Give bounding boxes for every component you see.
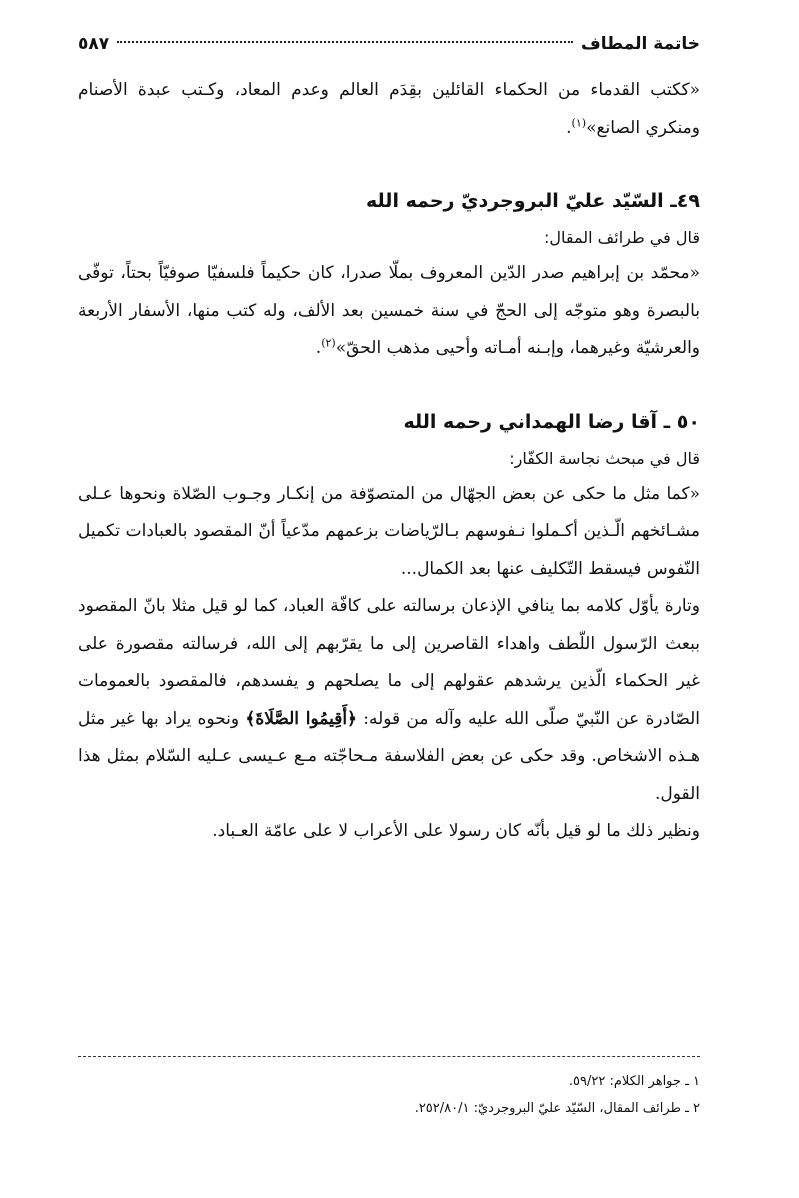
p2-before: وتارة يأوّل كلامه بما ينافي الإذعان برسالته على كافّة العباد، كما لو قيل مثلا بانّ المقصود ببعث الرّسول اللّطف واهداء القاصرين إلى ما يقرّبهم إلى الله، فرسالته مقصورة على غير الحكماء الّذين يرشدهم عقولهم إلى ما يصلحهم و يفسدهم، فالمقصود بالعمومات الصّادرة عن النّبيّ صلّى الله عليه وآله من قوله: [78, 596, 700, 729]
section-quote-49: «محمّد بن إبراهيم صدر الدّين المعروف بملّا صدرا، كان حكيماً فلسفيّا صوفيّاً بحتاً، توفّى بالبصرة وهو متوجّه إلى الحجّ في سنة خمسين بعد الألف، وله كتب منها، الأسفار الأربعة والعرشيّة وغيرهما، وإبـنه أمـاته وأحيى مذهب الحقّ»$^{(٢)}$. [78, 263, 700, 358]
section-heading-50: ٥٠ ـ آقا رضا الهمداني رحمه الله [403, 410, 700, 433]
running-header [78, 28, 700, 60]
section-quote-49-text: «محمّد بن إبراهيم صدر الدّين المعروف بملّا صدرا، كان حكيماً فلسفيّا صوفيّاً بحتاً، توفّى بالبصرة وهو متوجّه إلى الحجّ في سنة خمسين بعد الألف، وله كتب منها، الأسفار الأربعة والعرشيّة وغيرهما، وإبـنه أمـاته وأحيى مذهب الحقّ» [78, 263, 700, 358]
book-page [78, 28, 700, 1178]
section-intro-49: قال في طرائف المقال: [544, 228, 700, 247]
section-quote-50-p3: ونظير ذلك ما لو قيل بأنّه كان رسولا على الأعراب لا على عامّة العـباد. [212, 821, 700, 841]
note-ref-1: (١) [571, 115, 587, 129]
section-quote-50-p1: «كما مثل ما حكى عن بعض الجهّال من المتصوّفة من إنكـار وجـوب الصّلاة ونحوها عـلى مشـائخهم الّـذين أكـملوا نـفوسهم بـالرّياضات بزعمهم مدّعياً أنّ المقصود بالعبادات تكميل النّفوس فيسقط التّكليف عنها بعد الكمال... [78, 483, 700, 579]
section-quote-50-p2 [78, 588, 700, 813]
note-ref-2: (٢) [321, 336, 336, 350]
page-number: ٥٨٧ [78, 34, 110, 54]
opening-quote-text: «ككتب القدماء من الحكماء القائلين بقِدَم العالم وعدم المعاد، وكـتب عبدة الأصنام ومنكري الصانع» [78, 80, 700, 138]
footnotes [78, 1068, 700, 1122]
header-dot-leader [117, 41, 573, 43]
header-title: خاتمة المطاف [581, 34, 700, 54]
footnote-divider [78, 1056, 700, 1057]
section-heading-49: ٤٩ـ السّيّد عليّ البروجرديّ رحمه الله [366, 190, 700, 212]
section-intro-50: قال في مبحث نجاسة الكفّار: [509, 448, 700, 468]
footnote-1: ١ ـ جواهر الكلام: ٥٩/٢٢. [568, 1074, 700, 1089]
quran-verse: ﴿أَقِيمُوا الصَّلَاةَ﴾ [245, 708, 358, 729]
p2-after: ونحوه يراد بها غير مثل هـذه الاشخاص. وقد حكى عن بعض الفلاسفة مـحاجّته مـع عـيسى عـليه السّلام بمثل هذا القول. [78, 708, 700, 804]
opening-quote: «ككتب القدماء من الحكماء القائلين بقِدَم العالم وعدم المعاد، وكـتب عبدة الأصنام ومنكري الصانع»$^{(١)}$. [78, 80, 700, 138]
footnote-2: ٢ ـ طرائف المقال، السّيّد عليّ البروجرديّ: ٢٥٢/٨٠/١. [414, 1101, 700, 1116]
